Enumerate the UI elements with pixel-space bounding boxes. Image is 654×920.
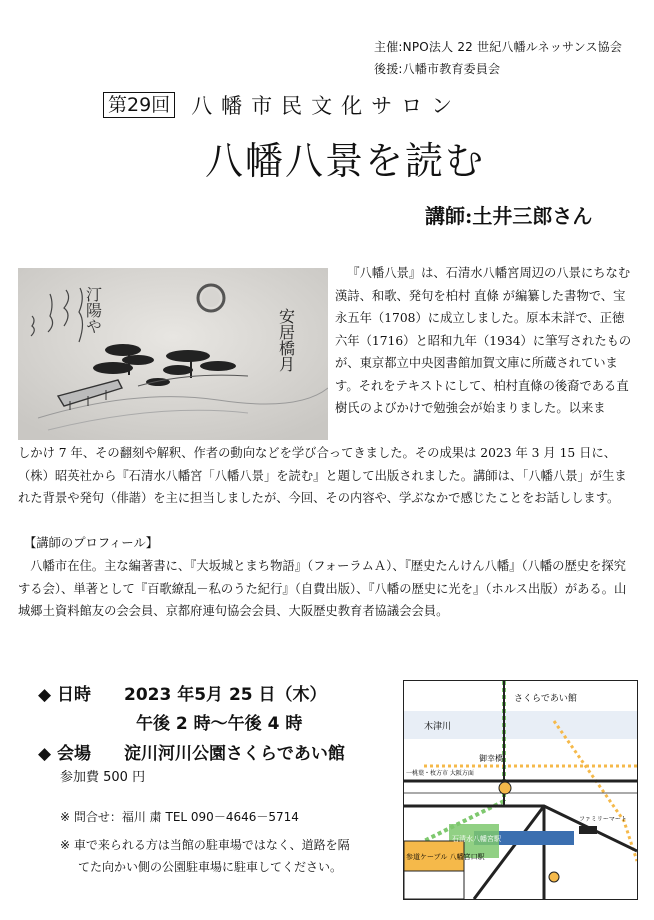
sponsor-text: 後援:八幡市教育委員会 <box>374 62 501 76</box>
date-row <box>38 680 327 705</box>
date-value: 2023 年5月 25 日（木） <box>124 685 327 705</box>
contact-note: ※ 問合せ：福川 粛 TEL 090－4646－5714 <box>60 810 299 824</box>
intro-paragraph-cont: しかけ 7 年、その翻刻や解釈、作者の動向などを学び合ってきました。その成果は 2023 年 3 月 15 日に、（株）昭英社から『石清水八幡宮「八幡八景」を読む』と題して出版されました。講師は、「八幡八景」が生まれた背景や発句（俳諧）を主に担当しましたが、今回、その内容や、学ぶなかで感じたことをお話しします。 <box>18 446 627 505</box>
svg-text:木津川: 木津川 <box>424 722 452 732</box>
series-number: 第29回 <box>103 92 175 118</box>
svg-text:さくらであい館: さくらであい館 <box>514 694 577 704</box>
lecturer-name: 講師:土井三郎さん <box>425 204 593 228</box>
svg-text:参道ケーブル 八幡宮口駅: 参道ケーブル 八幡宮口駅 <box>406 853 485 861</box>
main-title: 八幡八景を読む <box>205 139 486 183</box>
svg-text:一桃葉・枚方市 大阪方面: 一桃葉・枚方市 大阪方面 <box>406 770 474 777</box>
ink-painting-image <box>18 268 328 440</box>
series-header <box>103 92 461 118</box>
fee-text: 参加費 500 円 <box>60 770 146 785</box>
organizer-text: 主催:NPO法人 22 世紀八幡ルネッサンス協会 <box>374 40 623 54</box>
venue-map <box>403 680 638 900</box>
svg-text:石清水八幡宮駅: 石清水八幡宮駅 <box>452 835 501 843</box>
parking-note-cont: てた向かい側の公園駐車場に駐車してください。 <box>78 860 343 874</box>
profile-heading: 【講師のプロフィール】 <box>24 536 159 550</box>
svg-text:御幸橋: 御幸橋 <box>479 754 503 763</box>
date-label: ◆ 日時 <box>38 685 91 705</box>
svg-text:汀陽や: 汀陽や <box>83 286 103 334</box>
parking-note: ※ 車で来られる方は当館の駐車場ではなく、道路を隔 <box>60 838 350 852</box>
intro-paragraph: 『八幡八景』は、石清水八幡宮周辺の八景にちなむ漢詩、和歌、発句を柏村 直條 が編纂した書物で、宝永五年（1708）に成立しました。原本未詳で、正徳六年（1716）と昭和九年（1934）に筆写されたものが、東京都立中央図書館加賀文庫に所蔵されています。それをテキストにして、柏村直條の後裔である直樹氏のよびかけで勉強会が始まりました。以来ま <box>335 266 632 415</box>
profile-text: 八幡市在住。主な編著書に、『大坂城とまち物語』（フォーラムＡ）、『歴史たんけん八幡』（八幡の歴史を探究する会）、単著として『百歌繚乱－私のうた紀行』（自費出版）、『八幡の歴史に光を』（ホルス出版）がある。山城郷土資料館友の会会員、京都府連句協会会員、大阪歴史教育者協議会会員。 <box>18 559 627 618</box>
venue-value: 淀川河川公園さくらであい館 <box>124 744 345 764</box>
venue-row <box>38 739 345 764</box>
venue-label: ◆ 会場 <box>38 744 91 764</box>
time-value: 午後 2 時～午後 4 時 <box>136 714 303 734</box>
svg-text:安居橋月: 安居橋月 <box>276 308 296 372</box>
series-title: 八幡市民文化サロン <box>191 94 462 118</box>
svg-text:ファミリーマート: ファミリーマート <box>579 816 627 823</box>
